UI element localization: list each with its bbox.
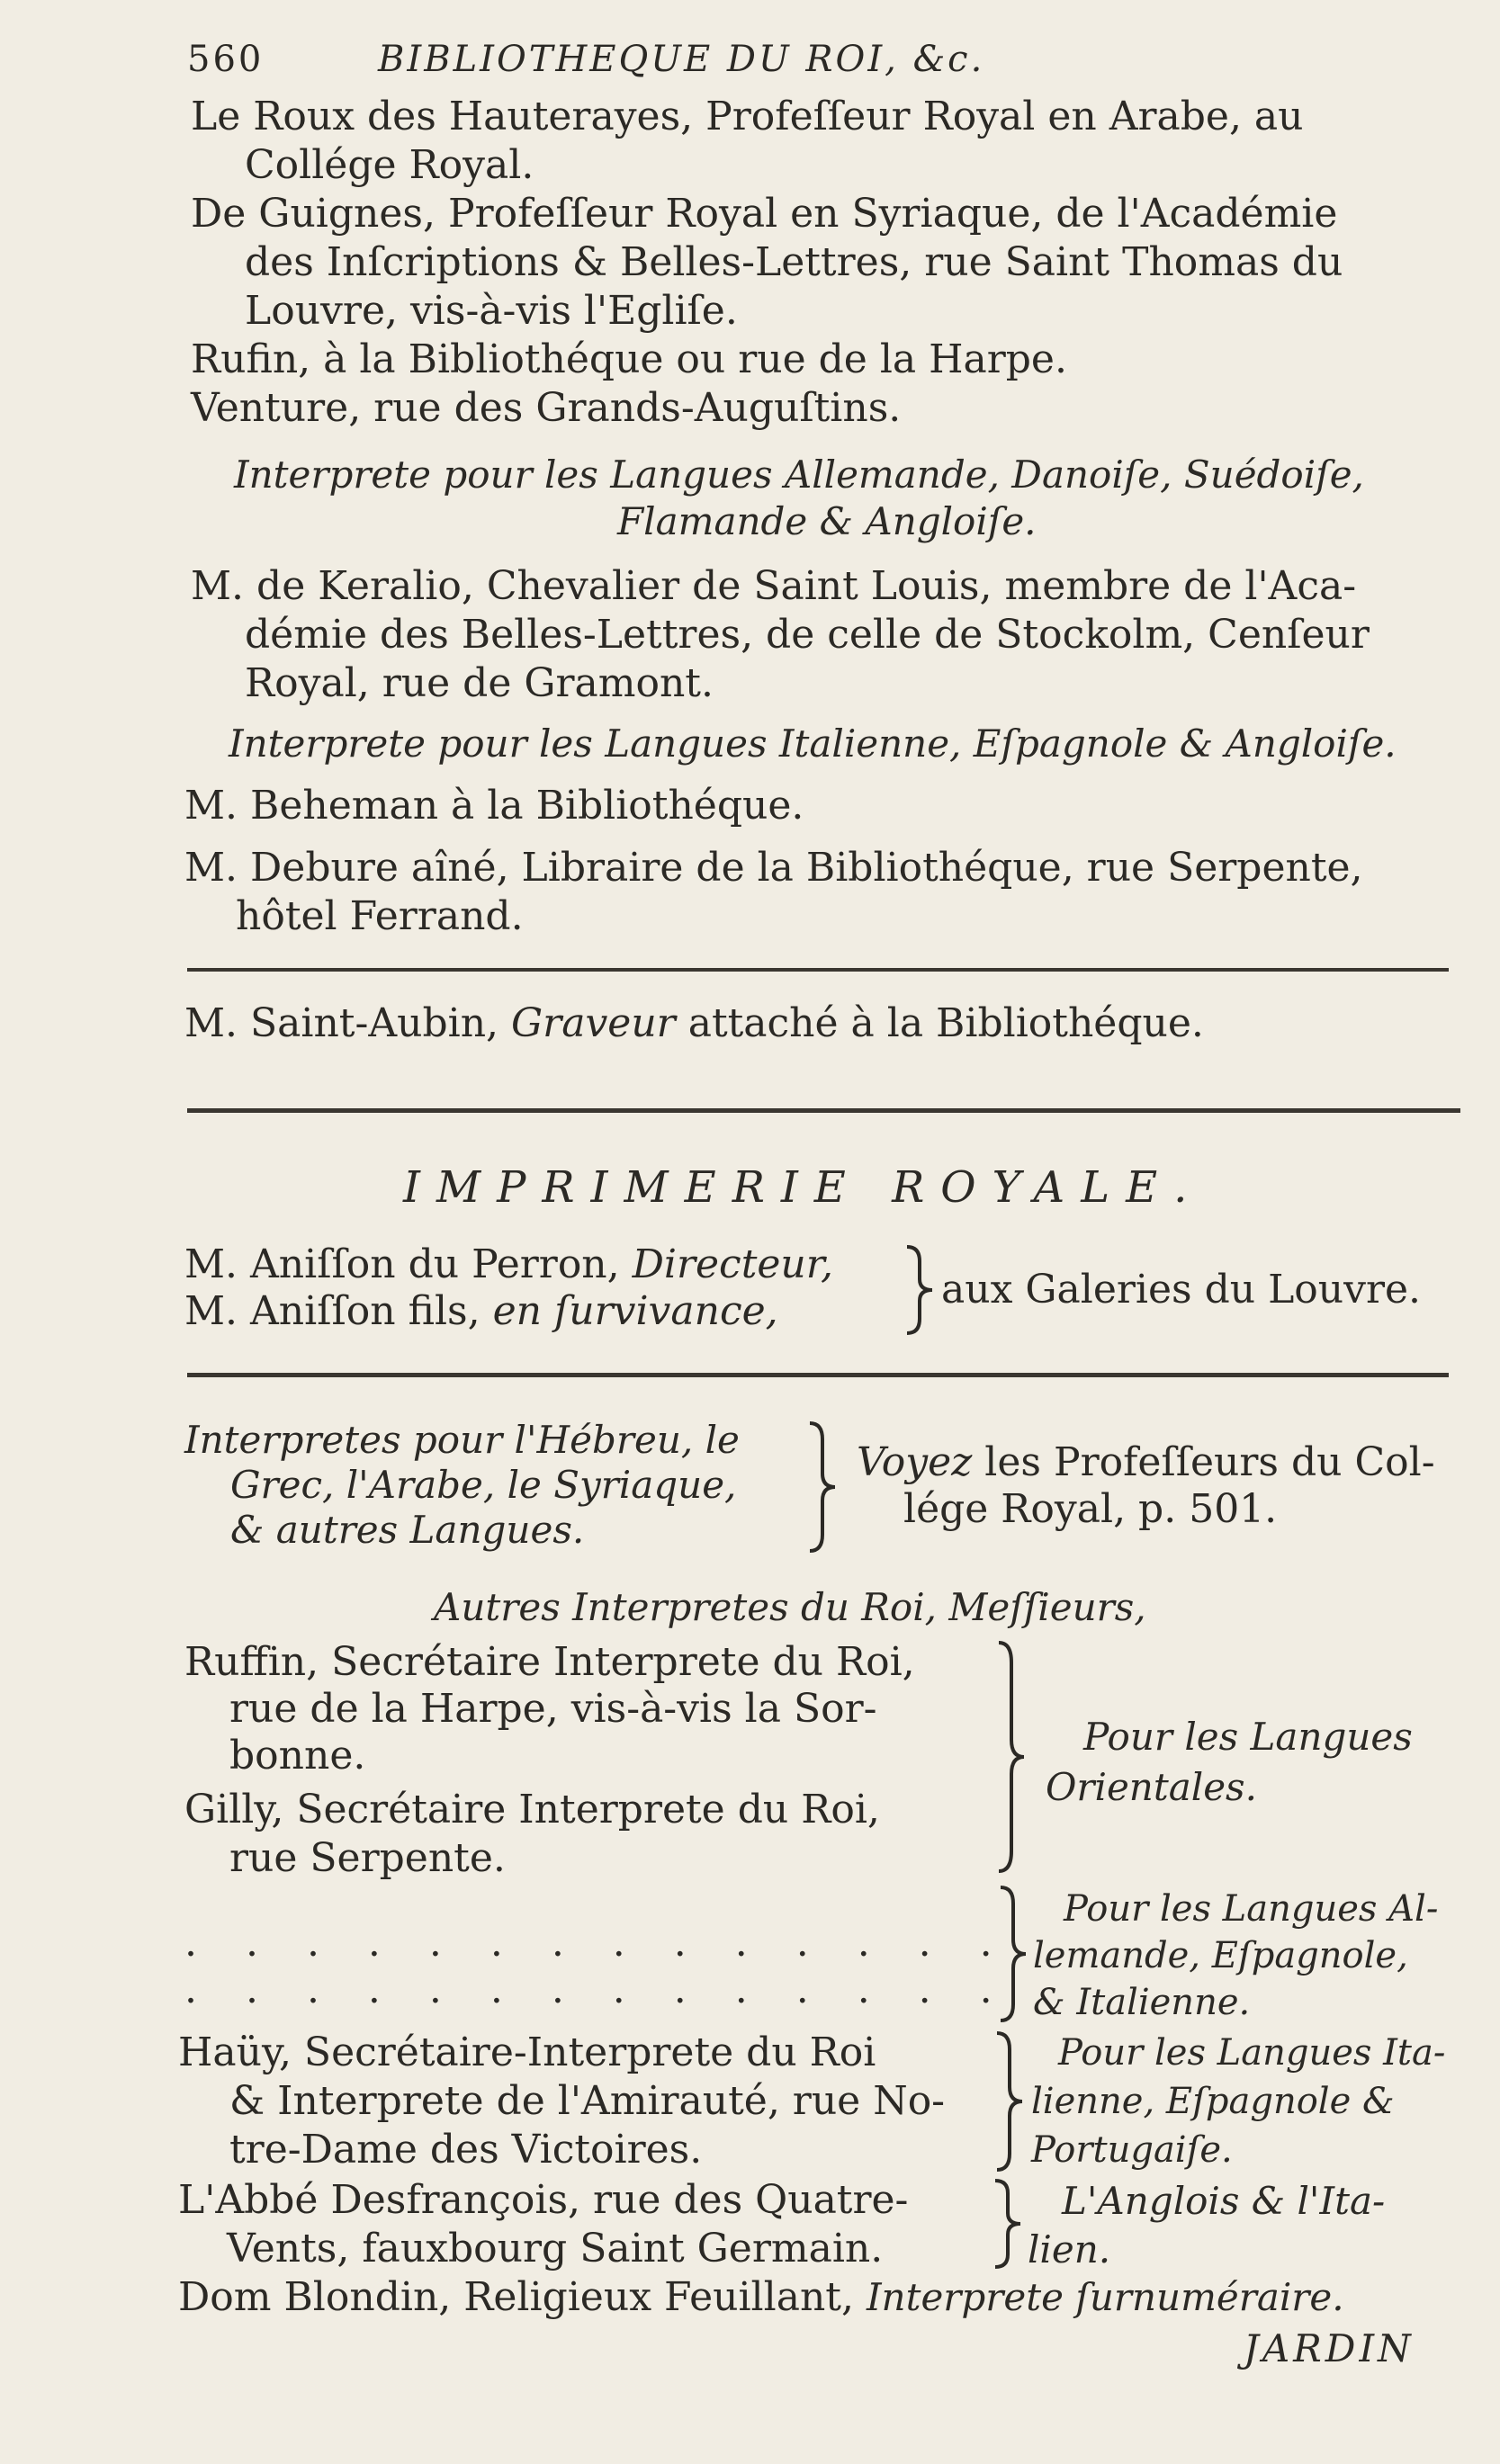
catchword: JARDIN — [1244, 2326, 1415, 2370]
heading-autres-interpretes: Autres Interpretes du Roi, Meſſieurs, — [434, 1585, 1146, 1629]
abbe-right-line2: lien. — [1028, 2227, 1111, 2271]
vacant-dots-line1: . . . . . . . . . . . . . . — [184, 1920, 1010, 1966]
heading-interp-italienne: Interprete pour les Langues Italienne, Eſpagnole & Angloiſe. — [229, 721, 1397, 766]
brace-allemande-icon — [995, 1884, 1031, 2024]
entry-le-roux-line2: Collége Royal. — [245, 142, 534, 188]
vacant-dots-line2: . . . . . . . . . . . . . . — [184, 1967, 1010, 2012]
entry-ruffin-line3: bonne. — [229, 1733, 366, 1779]
entry-venture: Venture, rue des Grands-Auguſtins. — [191, 385, 902, 431]
entry-debure-line2: hôtel Ferrand. — [236, 893, 524, 939]
divider-rule-2 — [187, 1108, 1460, 1113]
page-number: 560 — [187, 39, 265, 80]
entry-saint-aubin: M. Saint-Aubin, Graveur attaché à la Bibliothéque. — [184, 1000, 1204, 1046]
brace-anglois-icon — [990, 2177, 1026, 2271]
entry-anisson-perron: M. Aniſſon du Perron, Directeur, — [184, 1241, 833, 1287]
entry-blondin: Dom Blondin, Religieux Feuillant, Interprete ſurnuméraire. — [178, 2274, 1344, 2320]
entry-gilly-line1: Gilly, Secrétaire Interprete du Roi, — [184, 1787, 880, 1832]
entry-ruffin-line2: rue de la Harpe, vis-à-vis la Sor- — [229, 1686, 877, 1732]
brace-orientales-icon — [993, 1639, 1029, 1875]
brace-hebreu-icon — [804, 1420, 840, 1555]
entry-keralio-line3: Royal, rue de Gramont. — [245, 660, 714, 706]
vacant-right-line2: lemande, Eſpagnole, — [1033, 1935, 1408, 1976]
hauy-right-line1: Pour les Langues Ita- — [1058, 2032, 1446, 2074]
heading-interp-allemande-line2: Flamande & Angloiſe. — [617, 499, 1037, 543]
entry-keralio-line1: M. de Keralio, Chevalier de Saint Louis, membre de l'Aca- — [191, 563, 1357, 609]
entry-hauy-line1: Haüy, Secrétaire-Interprete du Roi — [178, 2029, 876, 2075]
entry-beheman: M. Beheman à la Bibliothéque. — [184, 783, 804, 829]
entry-anisson-fils: M. Aniſſon fils, en ſurvivance, — [184, 1288, 778, 1334]
hebreu-right-line1: Voyez les Profeſſeurs du Col- — [857, 1439, 1435, 1485]
orientales-right-line2: Orientales. — [1046, 1765, 1257, 1809]
entry-hauy-line3: tre-Dame des Victoires. — [229, 2127, 703, 2173]
entry-keralio-line2: démie des Belles-Lettres, de celle de Stockolm, Cenſeur — [245, 612, 1370, 658]
vacant-right-line1: Pour les Langues Al- — [1064, 1888, 1439, 1930]
hauy-right-line2: lienne, Eſpagnole & — [1031, 2081, 1395, 2122]
entry-abbe-line2: Vents, fauxbourg Saint Germain. — [227, 2226, 884, 2271]
entry-ruffin-line1: Ruffin, Secrétaire Interprete du Roi, — [184, 1639, 915, 1685]
hebreu-left-line1: Interpretes pour l'Hébreu, le — [184, 1418, 740, 1462]
brace-italienne-icon — [992, 2029, 1028, 2173]
running-title: BIBLIOTHEQUE DU ROI, &c. — [378, 39, 985, 80]
entry-le-roux-line1: Le Roux des Hauterayes, Profeſſeur Royal en Arabe, au — [191, 94, 1304, 139]
entry-debure-line1: M. Debure aîné, Libraire de la Bibliothéque, rue Serpente, — [184, 845, 1363, 891]
hebreu-left-line3: & autres Langues. — [230, 1508, 585, 1552]
entry-hauy-line2: & Interprete de l'Amirauté, rue No- — [229, 2078, 946, 2124]
heading-interp-allemande-line1: Interprete pour les Langues Allemande, Danoiſe, Suédoiſe, — [234, 452, 1364, 497]
divider-rule-1 — [187, 968, 1449, 972]
entry-abbe-line1: L'Abbé Desfrançois, rue des Quatre- — [178, 2177, 909, 2223]
brace-imprimerie-icon — [902, 1243, 938, 1337]
entry-de-guignes-line3: Louvre, vis-à-vis l'Egliſe. — [245, 288, 738, 334]
entry-rufin: Rufin, à la Bibliothéque ou rue de la Harpe. — [191, 336, 1067, 382]
divider-rule-3 — [187, 1373, 1449, 1377]
abbe-right-line1: L'Anglois & l'Ita- — [1062, 2179, 1386, 2223]
entry-de-guignes-line1: De Guignes, Profeſſeur Royal en Syriaque, de l'Académie — [191, 191, 1338, 237]
hauy-right-line3: Portugaiſe. — [1031, 2129, 1233, 2171]
imprimerie-location: aux Galeries du Louvre. — [941, 1267, 1422, 1313]
heading-imprimerie-royale: IMPRIMERIE ROYALE. — [403, 1162, 1204, 1213]
hebreu-left-line2: Grec, l'Arabe, le Syriaque, — [230, 1463, 737, 1507]
hebreu-right-line2: lége Royal, p. 501. — [903, 1486, 1278, 1532]
entry-de-guignes-line2: des Inſcriptions & Belles-Lettres, rue Saint Thomas du — [245, 239, 1343, 285]
entry-gilly-line2: rue Serpente. — [229, 1835, 506, 1881]
orientales-right-line1: Pour les Langues — [1083, 1715, 1413, 1759]
vacant-right-line3: & Italienne. — [1033, 1982, 1251, 2023]
